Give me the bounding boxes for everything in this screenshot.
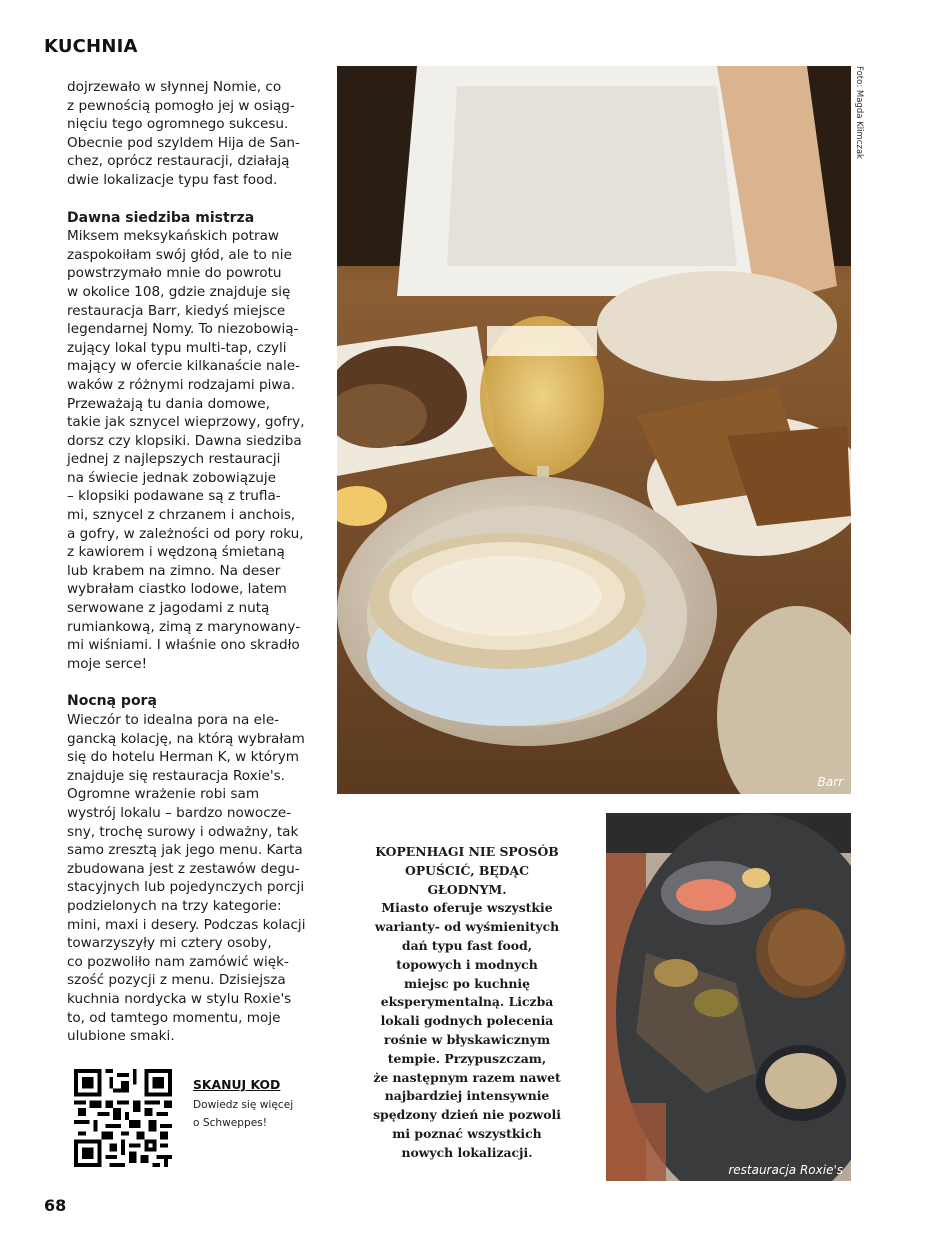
photo-roxie-illustration [606, 813, 851, 1181]
photo-caption-roxie: restauracja Roxie's [728, 1163, 843, 1177]
pull-quote-lead: KOPENHAGI NIE SPOSÓB OPUŚCIĆ, BĘDĄC GŁODNYM. [375, 844, 559, 897]
photo-caption-barr: Barr [817, 775, 843, 789]
qr-code-icon [74, 1069, 172, 1167]
article-column [67, 78, 319, 1046]
qr-description: Dowiedz się więcej o Schweppes! [193, 1099, 294, 1129]
page-number: 68 [44, 1196, 67, 1215]
qr-title: SKANUJ KOD [193, 1077, 281, 1092]
section-body-barr: Miksem meksykańskich potraw zaspokoiłam swój głód, ale to nie powstrzymało mnie do powrotu w okolice 108, gdzie znajduje się restauracja Barr, kiedyś miejsce legendarnej Nomy. To niezobowią- zujący lokal typu multi-tap, czyli mający w ofercie kilkanaście nale- waków z różnymi rodzajami piwa. Przeważają tu dania domowe, takie jak sznycel wieprzowy, gofry, dorsz czy klopsiki. Dawna siedziba jednej z najlepszych restauracji na świecie jednak zobowiązuje – klopsiki podawane są z trufla- mi, sznycel z chrzanem i anchois, a gofry, w zależności od pory roku, z kawiorem i wędzoną śmietaną lub krabem na zimno. Na deser wybrałam ciastko lodowe, latem serwowane z jagodami z nutą rumiankową, zimą z marynowany- mi wiśniami. I właśnie ono skradło moje serce! [67, 228, 305, 672]
section-title: KUCHNIA [44, 36, 138, 57]
photo-credit: Foto: Magda Klimczak [854, 66, 864, 159]
qr-code[interactable] [74, 1069, 172, 1167]
section-body-roxie: Wieczór to idealna pora na ele- gancką kolację, na którą wybrałam się do hotelu Herman K, w którym znajduje się restauracja Roxie's. Ogromne wrażenie robi sam wystrój lokalu – bardzo nowocze- sny, trochę surowy i odważny, tak samo zresztą jak jego menu. Karta zbudowana jest z zestawów degu- stacyjnych lub pojedynczych porcji podzielonych na trzy kategorie: mini, maxi i desery. Podczas kolacji towarzyszyły mi cztery osoby, co pozwoliło nam zamówić więk- szość pozycji z menu. Dzisiejsza kuchnia nordycka w stylu Roxie's to, od tamtego momentu, moje ulubione smaki. [67, 712, 306, 1045]
pull-quote-body: Miasto oferuje wszystkie warianty- od wyśmienitych dań typu fast food, topowych i modnych miejsc po kuchnię eksperymentalną. Liczba lokali godnych polecenia rośnie w błyskawicznym tempie. Przypuszczam, że następnym razem nawet najbardziej intensywnie spędzony dzień nie pozwoli mi poznać wszystkich nowych lokalizacji. [373, 900, 561, 1160]
photo-barr [337, 66, 851, 794]
section-heading-roxie: Nocną porą [67, 693, 157, 710]
section-heading-barr: Dawna siedziba mistrza [67, 209, 255, 226]
article-intro: dojrzewało w słynnej Nomie, co z pewnością pomogło jej w osiąg- nięciu tego ogromnego sukcesu. Obecnie pod szyldem Hija de San- chez, oprócz restauracji, działają dwie lokalizacje typu fast food. [67, 79, 300, 188]
photo-roxie [606, 813, 851, 1181]
pull-quote [356, 843, 578, 1163]
photo-barr-illustration [337, 66, 851, 794]
